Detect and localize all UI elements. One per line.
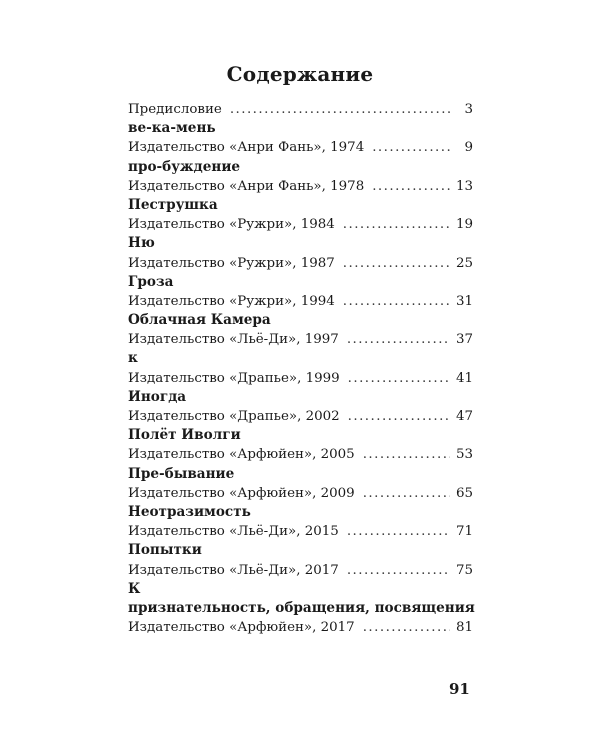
toc-entry <box>128 561 473 580</box>
toc-entry <box>128 618 473 637</box>
dot-leader <box>363 484 450 503</box>
toc-entry-label: Издательство «Льё-Ди», 1997 <box>128 332 339 348</box>
toc-entry <box>128 369 473 388</box>
dot-leader <box>363 445 450 464</box>
toc-entry-label: Издательство «Арфюйен», 2005 <box>128 447 355 463</box>
toc-entry-page-number: 37 <box>455 332 473 348</box>
dot-leader <box>347 561 450 580</box>
toc-section-heading: Неотразимость <box>128 503 251 520</box>
dot-leader <box>363 618 450 637</box>
toc-entry <box>128 407 473 426</box>
toc-entry-label: Предисловие <box>128 102 222 117</box>
toc-entry-page-number: 13 <box>455 178 473 194</box>
toc-entry <box>128 445 473 464</box>
toc-entry <box>128 484 473 503</box>
toc-section-heading: Ню <box>128 235 155 252</box>
toc-entry-page-number: 65 <box>455 485 473 501</box>
toc-entry-page-number: 81 <box>455 620 473 636</box>
toc-entry <box>128 330 473 349</box>
toc-entry-label: Издательство «Анри Фань», 1974 <box>128 140 365 156</box>
dot-leader <box>343 215 450 234</box>
toc-entry-label: Издательство «Ружри», 1994 <box>128 293 335 309</box>
toc-section-heading: признательность, обращения, посвящения <box>128 599 475 616</box>
toc-entry <box>128 292 473 311</box>
toc-section-heading: Облачная Камера <box>128 312 271 329</box>
toc-section-heading: Гроза <box>128 273 174 290</box>
toc-entry-label: Издательство «Арфюйен», 2009 <box>128 485 355 501</box>
toc-section-heading: Пре-бывание <box>128 465 235 482</box>
toc-entry <box>128 522 473 541</box>
dot-leader <box>343 254 450 273</box>
toc-entry-label: Издательство «Льё-Ди», 2015 <box>128 524 339 540</box>
toc-entry-page-number: 31 <box>455 293 473 309</box>
toc-entry-page-number: 47 <box>455 409 473 424</box>
toc-entry-label: Издательство «Ружри», 1987 <box>128 255 335 271</box>
dot-leader <box>347 330 450 349</box>
page-number: 91 <box>449 680 470 698</box>
toc-entry-label: Издательство «Драпье», 2002 <box>128 409 340 424</box>
toc-entry-page-number: 75 <box>455 562 473 578</box>
toc-section-heading: ве-ка-мень <box>128 120 216 137</box>
dot-leader <box>230 100 453 119</box>
toc-entry-page-number: 53 <box>455 447 473 463</box>
dot-leader <box>348 369 450 388</box>
dot-leader <box>372 138 453 157</box>
page-title: Содержание <box>226 62 374 86</box>
toc-entry-page-number: 25 <box>455 255 473 271</box>
toc-entry <box>128 254 473 273</box>
dot-leader <box>343 292 450 311</box>
dot-leader <box>372 177 450 196</box>
toc-entry-page-number: 71 <box>455 524 473 540</box>
dot-leader <box>348 407 450 426</box>
toc-entry-label: Издательство «Арфюйен», 2017 <box>128 620 355 636</box>
toc-section-heading: к <box>128 350 138 367</box>
toc-entry-label: Издательство «Льё-Ди», 2017 <box>128 562 339 578</box>
toc-section-heading: Иногда <box>128 388 187 405</box>
toc-section-heading: Попытки <box>128 542 202 559</box>
toc-entry-label: Издательство «Анри Фань», 1978 <box>128 178 365 194</box>
toc-entry-label: Издательство «Ружри», 1984 <box>128 217 335 233</box>
toc-entry-page-number: 9 <box>464 140 473 156</box>
toc-section-heading: Пеструшка <box>128 196 218 213</box>
toc-entry <box>128 138 473 157</box>
toc-section-heading: про-буждение <box>128 158 241 175</box>
toc-entry <box>128 100 473 119</box>
toc-section-heading: К <box>128 580 141 597</box>
dot-leader <box>347 522 450 541</box>
table-of-contents <box>128 100 473 637</box>
toc-entry-label: Издательство «Драпье», 1999 <box>128 370 340 386</box>
toc-entry-page-number: 3 <box>464 102 473 117</box>
toc-section-heading: Полёт Иволги <box>128 427 241 444</box>
toc-entry <box>128 177 473 196</box>
toc-entry-page-number: 41 <box>455 370 473 386</box>
toc-entry <box>128 215 473 234</box>
toc-entry-page-number: 19 <box>455 217 473 233</box>
